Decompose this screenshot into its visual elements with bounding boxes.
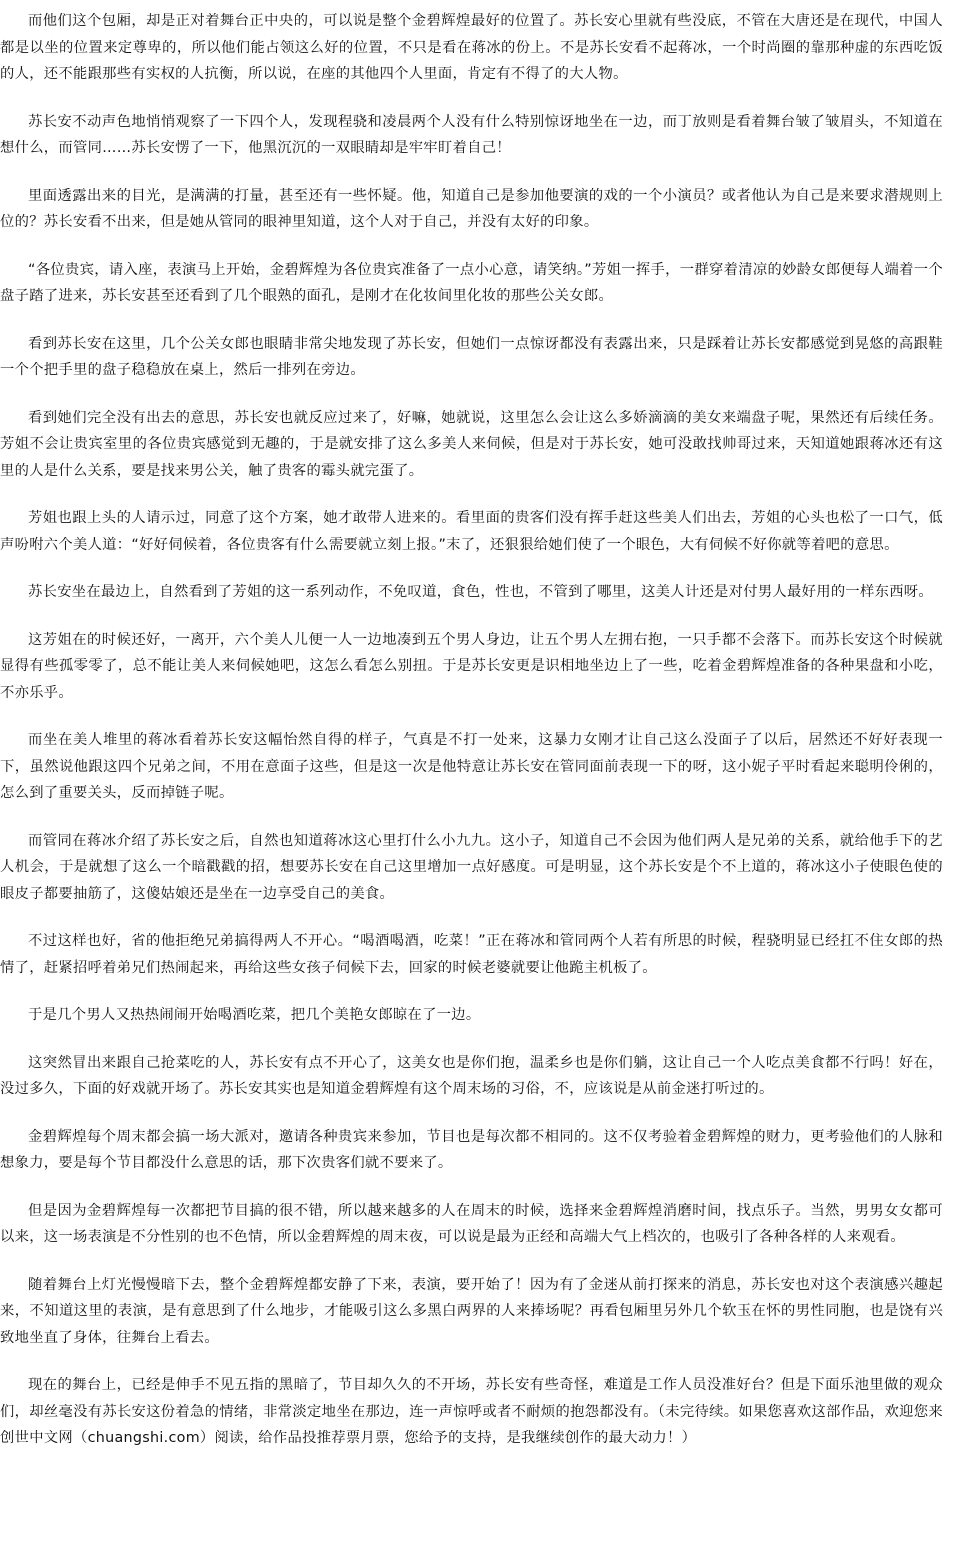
paragraph-10: 而坐在美人堆里的蒋冰看着苏长安这幅怡然自得的样子，气真是不打一处来，这暴力女刚才让自己这么没面子了以后，居然还不好好表现一下，虽然说他跟这四个兄弟之间，不用在意面子这些，但是这一次是他特意让苏长安在管同面前表现一下的呀，这小妮子平时看起来聪明伶俐的，怎么到了重要关头，反而掉链子呢。 (0, 732, 943, 801)
paragraph-7: 芳姐也跟上头的人请示过，同意了这个方案，她才敢带人进来的。看里面的贵客们没有挥手赶这些美人们出去，芳姐的心头也松了一口气，低声吩咐六个美人道：“好好伺候着，各位贵客有什么需要就立刻上报。”末了，还狠狠给她们使了一个眼色，大有伺候不好你就等着吧的意思。 (0, 510, 943, 553)
paragraph-4: “各位贵宾，请入座，表演马上开始，金碧辉煌为各位贵宾准备了一点小心意，请笑纳。”芳姐一挥手，一群穿着清凉的妙龄女郎便每人端着一个盘子踏了进来，苏长安甚至还看到了几个眼熟的面孔，是刚才在化妆间里化妆的那些公关女郎。 (0, 261, 943, 304)
paragraph-11: 而管同在蒋冰介绍了苏长安之后，自然也知道蒋冰这心里打什么小九九。这小子，知道自己不会因为他们两人是兄弟的关系，就给他手下的艺人机会，于是就想了这么一个暗戳戳的招，想要苏长安在自己这里增加一点好感度。可是明显，这个苏长安是个不上道的，蒋冰这小子使眼色使的眼皮子都要抽筋了，这傻姑娘还是坐在一边享受自己的美食。 (0, 832, 943, 902)
paragraph-9: 这芳姐在的时候还好，一离开，六个美人儿便一人一边地凑到五个男人身边，让五个男人左拥右抱，一只手都不会落下。而苏长安这个时候就显得有些孤零零了，总不能让美人来伺候她吧，这怎么看怎么别扭。于是苏长安更是识相地坐边上了一些，吃着金碧辉煌准备的各种果盘和小吃，不亦乐乎。 (0, 631, 943, 701)
document-body (0, 8, 943, 1468)
paragraph-13: 于是几个男人又热热闹闹开始喝酒吃菜，把几个美艳女郎晾在了一边。 (28, 1007, 481, 1023)
paragraph-14: 这突然冒出来跟自己抢菜吃的人，苏长安有点不开心了，这美女也是你们抱，温柔乡也是你们躺，这让自己一个人吃点美食都不行吗！好在，没过多久，下面的好戏就开场了。苏长安其实也是知道金碧辉煌有这个周末场的习俗，不，应该说是从前金迷打听过的。 (0, 1054, 943, 1097)
paragraph-1: 而他们这个包厢，却是正对着舞台正中央的，可以说是整个金碧辉煌最好的位置了。苏长安心里就有些没底，不管在大唐还是在现代，中国人都是以坐的位置来定尊卑的，所以他们能占领这么好的位置，不只是看在蒋冰的份上。不是苏长安看不起蒋冰，一个时尚圈的靠那种虚的东西吃饭的人，还不能跟那些有实权的人抗衡，所以说，在座的其他四个人里面，肯定有不得了的大人物。 (0, 13, 943, 82)
paragraph-5: 看到苏长安在这里，几个公关女郎也眼睛非常尖地发现了苏长安，但她们一点惊讶都没有表露出来，只是踩着让苏长安都感觉到晃悠的高跟鞋一个个把手里的盘子稳稳放在桌上，然后一排列在旁边。 (0, 335, 943, 378)
paragraph-2: 苏长安不动声色地悄悄观察了一下四个人，发现程骁和凌晨两个人没有什么特别惊讶地坐在一边，而丁放则是看着舞台皱了皱眉头，不知道在想什么，而管同……苏长安愣了一下，他黑沉沉的一双眼睛却是牢牢盯着自己！ (0, 113, 943, 156)
paragraph-6: 看到她们完全没有出去的意思，苏长安也就反应过来了，好嘛，她就说，这里怎么会让这么多娇滴滴的美女来端盘子呢，果然还有后续任务。芳姐不会让贵宾室里的各位贵宾感觉到无趣的，于是就安排了这么多美人来伺候，但是对于苏长安，她可没敢找帅哥过来，天知道她跟蒋冰还有这里的人是什么关系，要是找来男公关，触了贵客的霉头就完蛋了。 (0, 409, 943, 479)
paragraph-17: 随着舞台上灯光慢慢暗下去，整个金碧辉煌都安静了下来，表演，要开始了！因为有了金迷从前打探来的消息，苏长安也对这个表演感兴趣起来，不知道这里的表演，是有意思到了什么地步，才能吸引这么多黑白两界的人来捧场呢？再看包厢里另外几个软玉在怀的男性同胞，也是饶有兴致地坐直了身体，往舞台上看去。 (0, 1276, 943, 1346)
paragraph-16: 但是因为金碧辉煌每一次都把节目搞的很不错，所以越来越多的人在周末的时候，选择来金碧辉煌消磨时间，找点乐子。当然，男男女女都可以来，这一场表演是不分性别的也不色情，所以金碧辉煌的周末夜，可以说是最为正经和高端大气上档次的，也吸引了各种各样的人来观看。 (0, 1202, 943, 1245)
paragraph-8: 苏长安坐在最边上，自然看到了芳姐的这一系列动作，不免叹道，食色，性也，不管到了哪里，这美人计还是对付男人最好用的一样东西呀。 (28, 584, 933, 600)
paragraph-15: 金碧辉煌每个周末都会搞一场大派对，邀请各种贵宾来参加，节目也是每次都不相同的。这不仅考验着金碧辉煌的财力，更考验他们的人脉和想象力，要是每个节目都没什么意思的话，那下次贵客们就不要来了。 (0, 1128, 943, 1171)
paragraph-18: 现在的舞台上，已经是伸手不见五指的黑暗了，节目却久久的不开场，苏长安有些奇怪，难道是工作人员没准好台？但是下面乐池里做的观众们，却丝毫没有苏长安这份着急的情绪，非常淡定地坐在那边，连一声惊呼或者不耐烦的抱怨都没有。（未完待续。如果您喜欢这部作品，欢迎您来创世中文网（chuangshi.com）阅读，给作品投推荐票月票，您给予的支持，是我继续创作的最大动力！） (0, 1377, 943, 1446)
paragraph-12: 不过这样也好，省的他拒绝兄弟搞得两人不开心。“喝酒喝酒，吃菜！”正在蒋冰和管同两个人若有所思的时候，程骁明显已经扛不住女郎的热情了，赶紧招呼着弟兄们热闹起来，再给这些女孩子伺候下去，回家的时候老婆就要让他跪主机板了。 (0, 933, 943, 976)
paragraph-3: 里面透露出来的目光，是满满的打量，甚至还有一些怀疑。他，知道自己是参加他要演的戏的一个小演员？或者他认为自己是来要求潜规则上位的？苏长安看不出来，但是她从管同的眼神里知道，这个人对于自己，并没有太好的印象。 (0, 187, 943, 230)
